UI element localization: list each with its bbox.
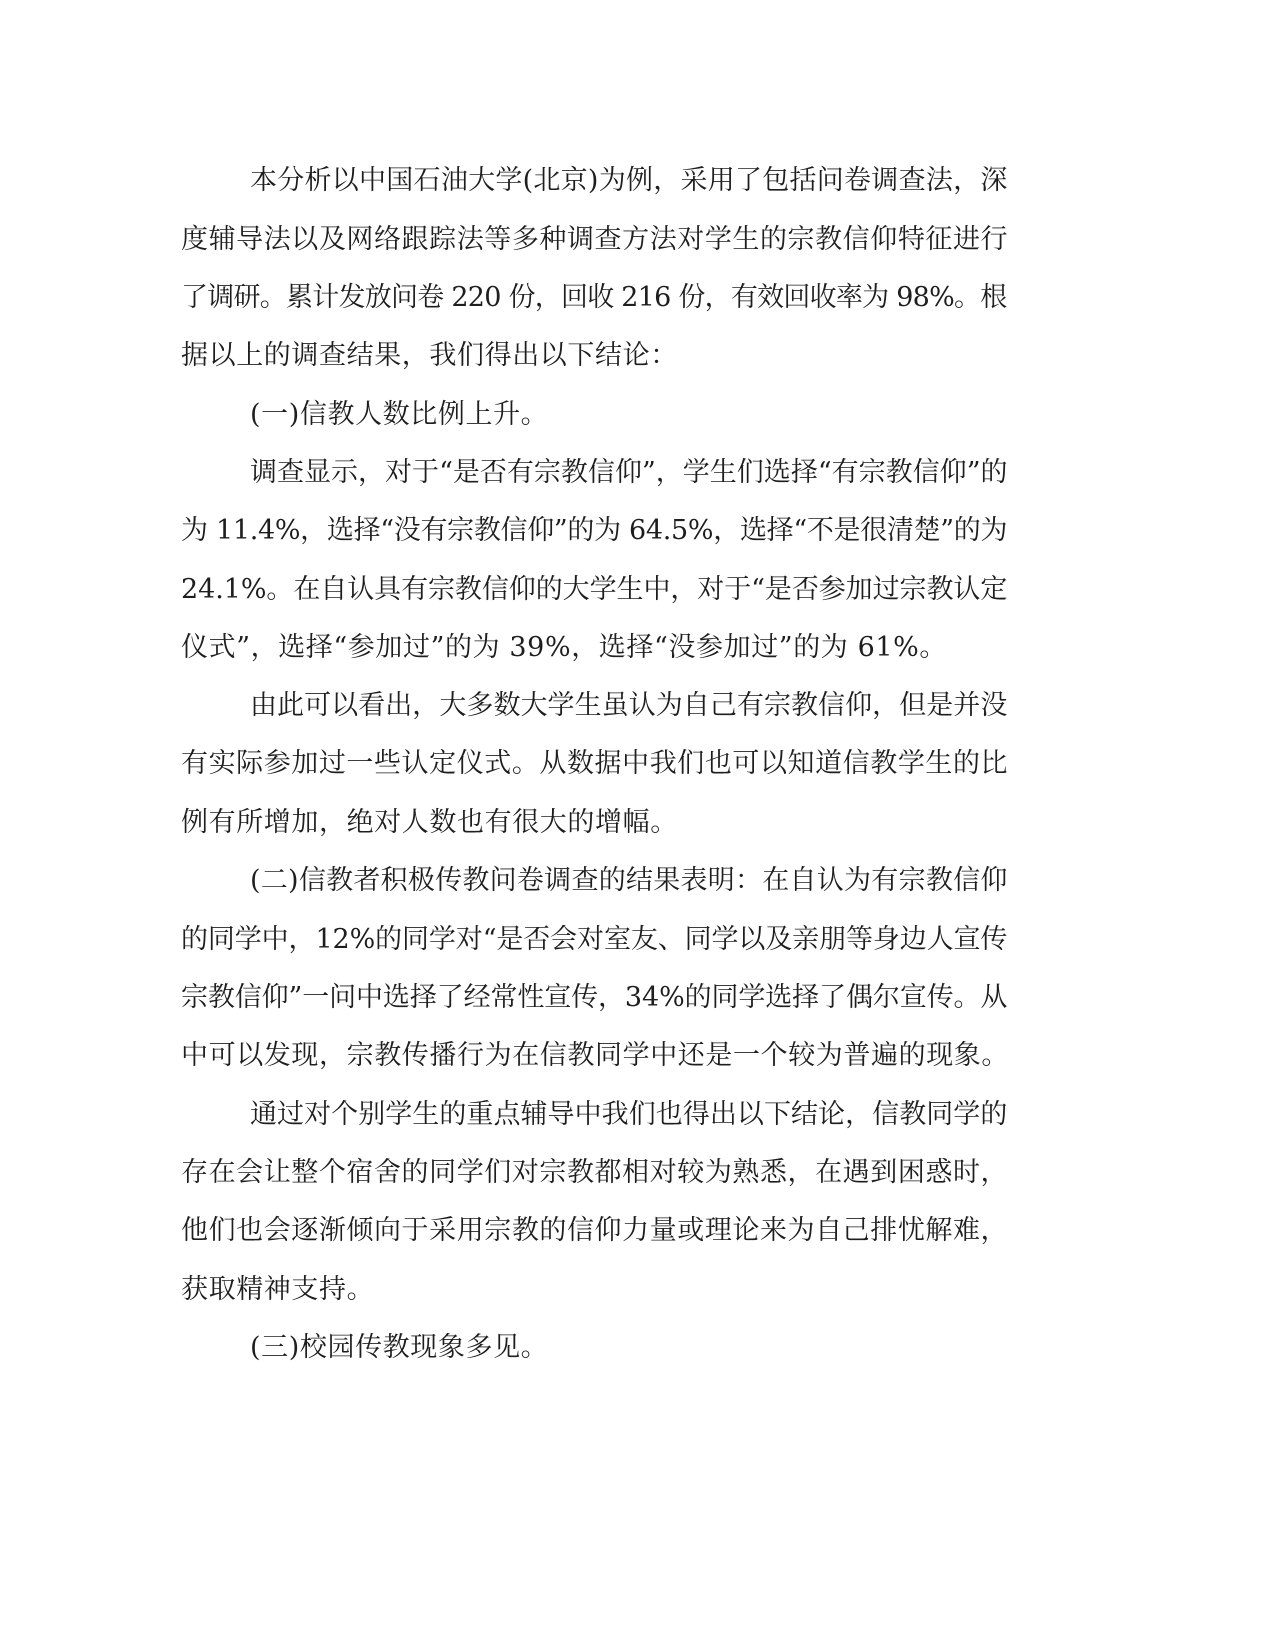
paragraph-survey-results-line-3: 24.1%。在自认具有宗教信仰的大学生中，对于“是否参加过宗教认定 — [181, 574, 1008, 605]
paragraph-survey-method-line-2: 度辅导法以及网络跟踪法等多种调查方法对学生的宗教信仰特征进行 — [181, 224, 1009, 255]
paragraph-counseling-line-4: 获取精神支持。 — [181, 1274, 375, 1305]
paragraph-section-2-line-2: 的同学中，12%的同学对“是否会对室友、同学以及亲朋等身边人宣传 — [181, 924, 1008, 955]
paragraph-section-2-line-3: 宗教信仰”一问中选择了经常性宣传，34%的同学选择了偶尔宣传。从 — [181, 982, 1008, 1013]
paragraph-survey-results-line-2: 为 11.4%，选择“没有宗教信仰”的为 64.5%，选择“不是很清楚”的为 — [181, 515, 1008, 546]
paragraph-section-2-line-4: 中可以发现，宗教传播行为在信教同学中还是一个较为普遍的现象。 — [181, 1040, 1009, 1071]
paragraph-survey-results-line-4: 仪式”，选择“参加过”的为 39%，选择“没参加过”的为 61%。 — [181, 632, 948, 663]
section-heading-1-line-1: (一)信教人数比例上升。 — [250, 399, 549, 430]
paragraph-survey-results-line-1: 调查显示，对于“是否有宗教信仰”，学生们选择“有宗教信仰”的 — [250, 457, 1008, 488]
paragraph-survey-method-line-4: 据以上的调查结果，我们得出以下结论： — [181, 340, 678, 371]
paragraph-counseling-line-1: 通过对个别学生的重点辅导中我们也得出以下结论，信教同学的 — [250, 1099, 1008, 1130]
paragraph-analysis-line-3: 例有所增加，绝对人数也有很大的增幅。 — [181, 807, 678, 838]
section-heading-3-line-1: (三)校园传教现象多见。 — [250, 1332, 549, 1363]
paragraph-survey-method-line-3: 了调研。累计发放问卷 220 份，回收 216 份，有效回收率为 98%。根 — [181, 282, 1007, 313]
paragraph-survey-method-line-1: 本分析以中国石油大学(北京)为例，采用了包括问卷调查法，深 — [250, 165, 1008, 196]
paragraph-analysis-line-2: 有实际参加过一些认定仪式。从数据中我们也可以知道信教学生的比 — [181, 748, 1009, 779]
paragraph-counseling-line-2: 存在会让整个宿舍的同学们对宗教都相对较为熟悉，在遇到困惑时， — [181, 1157, 1009, 1188]
paragraph-analysis-line-1: 由此可以看出，大多数大学生虽认为自己有宗教信仰，但是并没 — [250, 690, 1008, 721]
paragraph-counseling-line-3: 他们也会逐渐倾向于采用宗教的信仰力量或理论来为自己排忧解难， — [181, 1215, 1009, 1246]
paragraph-section-2-line-1: (二)信教者积极传教问卷调查的结果表明：在自认为有宗教信仰 — [250, 865, 1008, 896]
